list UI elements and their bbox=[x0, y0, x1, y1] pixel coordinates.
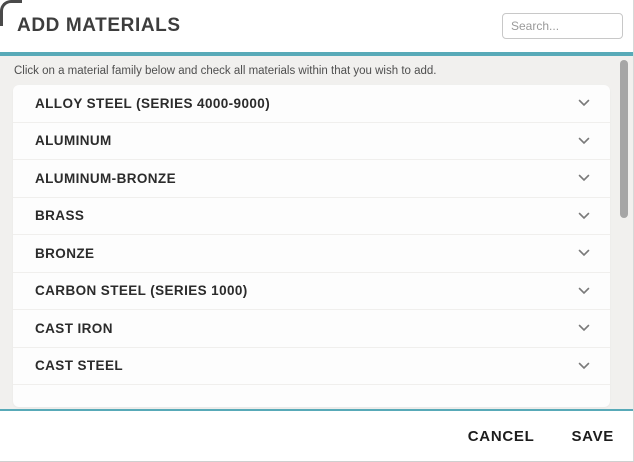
chevron-down-icon bbox=[578, 249, 590, 257]
material-family-label: ALUMINUM-BRONZE bbox=[35, 170, 176, 186]
search-input[interactable] bbox=[502, 13, 623, 39]
cancel-button[interactable]: CANCEL bbox=[468, 422, 535, 451]
material-family-label: BRASS bbox=[35, 208, 85, 224]
modal-header bbox=[0, 0, 633, 52]
material-family-label: BRONZE bbox=[35, 245, 95, 261]
material-family-label: ALUMINUM bbox=[35, 133, 112, 149]
material-family-row-aluminum[interactable] bbox=[13, 123, 610, 161]
page-title: ADD MATERIALS bbox=[17, 15, 181, 36]
scrollbar[interactable] bbox=[620, 60, 628, 218]
material-family-row-cast-steel[interactable] bbox=[13, 348, 610, 386]
material-family-label: CAST IRON bbox=[35, 320, 113, 336]
chevron-down-icon bbox=[578, 99, 590, 107]
material-family-row-aluminum-bronze[interactable] bbox=[13, 160, 610, 198]
material-family-label: CAST STEEL bbox=[35, 358, 124, 374]
material-family-row-brass[interactable] bbox=[13, 198, 610, 236]
save-button[interactable]: SAVE bbox=[571, 422, 614, 451]
chevron-down-icon bbox=[578, 137, 590, 145]
material-family-row-cast-iron[interactable] bbox=[13, 310, 610, 348]
modal-footer bbox=[0, 411, 633, 461]
chevron-down-icon bbox=[578, 362, 590, 370]
chevron-down-icon bbox=[578, 212, 590, 220]
chevron-down-icon bbox=[578, 174, 590, 182]
chevron-down-icon bbox=[578, 324, 590, 332]
material-family-label: CARBON STEEL (SERIES 1000) bbox=[35, 283, 248, 299]
material-family-row-bronze[interactable] bbox=[13, 235, 610, 273]
material-family-list bbox=[13, 85, 610, 407]
chevron-down-icon bbox=[578, 287, 590, 295]
material-family-row-alloy-steel[interactable] bbox=[13, 85, 610, 123]
material-family-row-carbon-steel[interactable] bbox=[13, 273, 610, 311]
modal-body bbox=[0, 56, 633, 409]
instruction-text: Click on a material family below and check all materials within that you wish to add. bbox=[14, 65, 437, 77]
material-family-label: ALLOY STEEL (SERIES 4000-9000) bbox=[35, 95, 271, 111]
